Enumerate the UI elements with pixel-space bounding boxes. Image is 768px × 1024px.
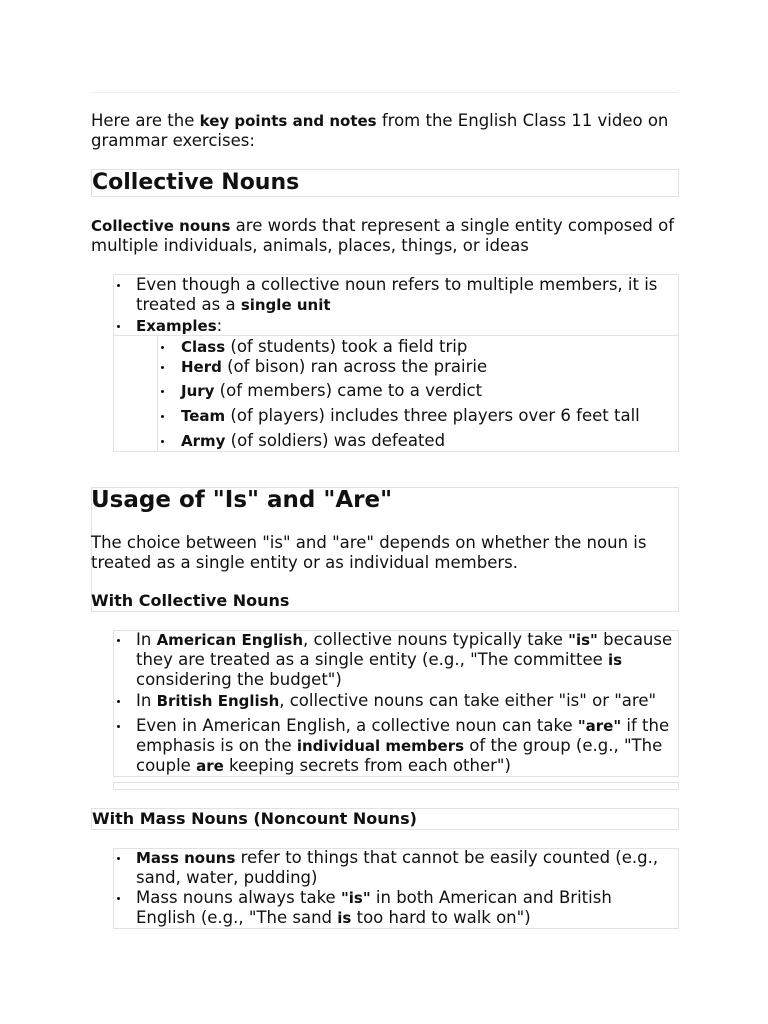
collective-nouns-list: [136, 275, 676, 336]
list-item-text: , collective nouns typically take: [303, 630, 569, 649]
list-item: [136, 275, 676, 315]
usage-intro: The choice between "is" and "are" depends on whether the noun is treated as a single entity or as individual members.: [91, 533, 647, 572]
example-text: (of members) came to a verdict: [214, 381, 483, 400]
example-term: Herd: [181, 358, 222, 376]
example-item: [181, 406, 676, 431]
list-item-text: of the group (e.g., "The couple: [136, 736, 663, 775]
list-item-text: Even in American English, a collective noun can take: [136, 716, 578, 735]
intro-bold: key points and notes: [199, 112, 377, 130]
list-item-bold: Mass nouns: [136, 849, 236, 867]
examples-label: Examples: [136, 317, 217, 335]
list-item-text: considering the budget"): [136, 670, 342, 689]
list-item: [136, 848, 676, 888]
list-item-text: Even though a collective noun refers to multiple members, it is treated as a: [136, 275, 658, 314]
list-item-bold: is: [337, 909, 352, 927]
example-item: [181, 431, 676, 451]
list-item-text: because they are treated as a single entity (e.g., "The committee: [136, 630, 673, 669]
example-term: Class: [181, 338, 226, 356]
example-text: (of players) includes three players over 6 feet tall: [225, 406, 640, 425]
list-item-bold: individual members: [296, 737, 465, 755]
mass-nouns-heading-box: [91, 808, 679, 830]
example-text: (of soldiers) was defeated: [225, 431, 446, 450]
example-item: [181, 381, 676, 406]
list-item: [136, 716, 676, 776]
list-item-bold: "is": [340, 889, 371, 907]
with-collective-nouns-heading: With Collective Nouns: [91, 591, 290, 610]
intro-text-end: from the English Class 11 video on grammar exercises:: [91, 111, 669, 150]
list-item: [136, 888, 676, 928]
top-divider: [91, 92, 678, 93]
usage-heading: Usage of "Is" and "Are": [91, 487, 393, 513]
list-item-text: refer to things that cannot be easily counted (e.g., sand, water, pudding): [136, 848, 659, 887]
list-item-text: too hard to walk on"): [351, 908, 531, 927]
empty-strip: [113, 782, 679, 790]
list-item-bold: "are": [577, 717, 622, 735]
list-item-bold: "is": [568, 631, 598, 649]
collective-nouns-definition: [91, 216, 681, 256]
list-item-examples: [136, 316, 676, 336]
list-item-bold: are: [196, 757, 224, 775]
intro-paragraph: [91, 111, 681, 151]
list-item-bold: is: [608, 651, 623, 669]
list-item-text: In: [136, 630, 157, 649]
mass-nouns-heading: With Mass Nouns (Noncount Nouns): [92, 809, 417, 828]
list-item-bold: single unit: [240, 296, 331, 314]
definition-term: Collective nouns: [91, 217, 231, 235]
example-term: Army: [181, 432, 226, 450]
examples-list: [181, 337, 676, 451]
definition-text: are words that represent a single entity composed of multiple individuals, animals, places, things, or ideas: [91, 216, 675, 255]
example-text: (of bison) ran across the prairie: [221, 357, 488, 376]
example-text: (of students) took a field trip: [225, 337, 468, 356]
example-term: Jury: [181, 382, 215, 400]
list-item: [136, 630, 676, 691]
list-item-text: if the emphasis is on the: [136, 716, 670, 755]
example-item: [181, 357, 676, 381]
examples-colon: :: [216, 316, 223, 335]
list-item-bold: British English: [156, 692, 280, 710]
list-item-text: Mass nouns always take: [136, 888, 341, 907]
list-item-bold: American English: [156, 631, 303, 649]
collective-nouns-heading-box: [91, 169, 679, 197]
mass-nouns-list: [136, 848, 676, 928]
list-item-text: In: [136, 691, 157, 710]
list-item-text: keeping secrets from each other"): [223, 756, 511, 775]
collective-nouns-heading: Collective Nouns: [92, 170, 300, 195]
example-item: [181, 337, 676, 357]
list-item-text: , collective nouns can take either "is" or "are": [279, 691, 657, 710]
intro-text: Here are the: [91, 111, 200, 130]
collective-usage-list: [136, 630, 676, 776]
list-item: [136, 691, 676, 716]
example-term: Team: [181, 407, 226, 425]
list-item-text: in both American and British English (e.g., "The sand: [136, 888, 612, 927]
